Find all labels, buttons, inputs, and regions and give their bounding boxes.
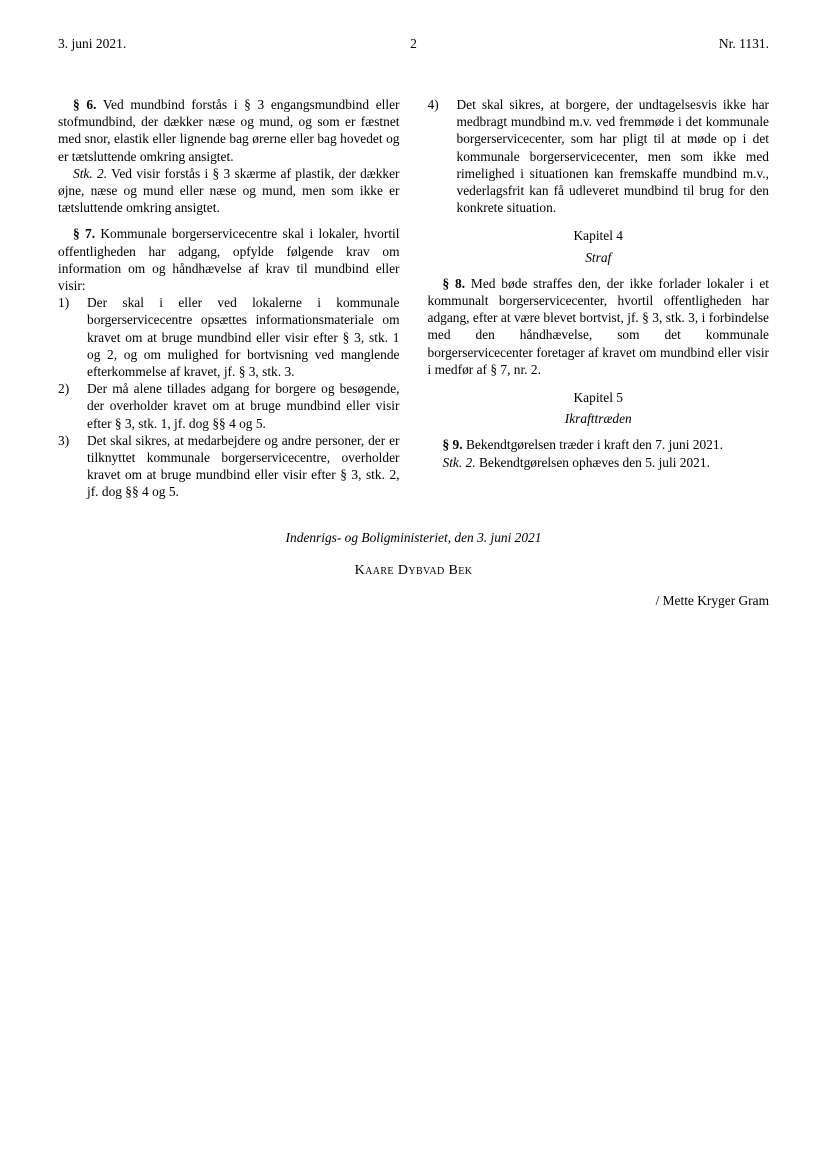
list-item-1-number: 1) bbox=[58, 295, 70, 311]
ministry-signature-line: Indenrigs- og Boligministeriet, den 3. juni 2021 bbox=[285, 529, 542, 545]
section-9-text: Bekendtgørelsen træder i kraft den 7. juni 2021. bbox=[465, 437, 723, 453]
chapter-5-title: Ikrafttræden bbox=[564, 411, 632, 427]
header-document-number: Nr. 1131. bbox=[718, 36, 769, 51]
section-8-label: § 8. bbox=[442, 275, 466, 291]
section-8-text: Med bøde straffes den, der ikke forlader lokaler i et kommunalt borgerservicecenter, hvortil offentligheden har adgang, efter at være blevet bortvist, jf. § 3, stk. 3, i forbindelse med den håndhævelse, som det kommunale borgerservicecenter foretager af kravet om mundbind eller visir i medfør af § 7, nr. 2. bbox=[427, 275, 769, 377]
list-item-3 bbox=[58, 432, 400, 501]
section-6-text: Ved mundbind forstås i § 3 engangsmundbind eller stofmundbind, der dækker næse og mund, og som er fæstnet med snor, elastik eller lignende bag ørerne eller bag hovedet og er tætsluttende omkring ansigtet. bbox=[58, 97, 400, 164]
header-date: 3. juni 2021. bbox=[58, 36, 127, 51]
section-7-paragraph bbox=[58, 225, 400, 294]
list-item-4-number: 4) bbox=[427, 97, 439, 112]
list-item-2-text: Der må alene tillades adgang for borgere og besøgende, der overholder kravet om at bruge mundbind eller visir efter § 3, stk. 1, jf. dog §§ 4 og 5. bbox=[87, 381, 400, 431]
section-9-stk2-paragraph bbox=[428, 454, 770, 471]
section-6-stk2-paragraph bbox=[58, 165, 400, 217]
section-6-stk2-text: Ved visir forstås i § 3 skærme af plastik, der dækker øjne, næse og mund eller næse og mund, men som ikke er tætsluttende omkring ansigtet. bbox=[58, 165, 400, 216]
chapter-4-heading: Kapitel 4 bbox=[573, 228, 623, 244]
section-8-paragraph bbox=[428, 275, 770, 378]
section-6-label: § 6. bbox=[73, 97, 97, 112]
section-9-paragraph bbox=[428, 436, 770, 453]
chapter-5-heading: Kapitel 5 bbox=[573, 390, 623, 406]
minister-name: Kaare Dybvad Bek bbox=[354, 562, 473, 578]
list-item-1-text: Der skal i eller ved lokalerne i kommunale borgerservicecentre opsættes informationsmateriale om kravet om at bruge mundbind eller visir efter § 3, stk. 1 og 2, og om mulighed for bortvisning ved manglende efterkommelse af kravet, jf. § 3, stk. 3. bbox=[87, 295, 400, 380]
chapter-4-title: Straf bbox=[585, 249, 612, 265]
list-item-2 bbox=[58, 380, 400, 432]
list-item-4-text: Det skal sikres, at borgere, der undtagelsesvis ikke har medbragt mundbind m.v. ved fremmøde i det kommunale borgerservicecenter, som har pligt til at møde op i det kommunale borgerservicecenter, men som ikke med rimelighed i situationen kan fremskaffe mundbind m.v., vederlagsfrit kan få udleveret mundbind til brug for den konkrete situation. bbox=[456, 97, 769, 216]
right-column bbox=[428, 96, 770, 501]
left-column bbox=[58, 96, 400, 501]
section-6-stk2-label: Stk. 2. bbox=[73, 165, 108, 181]
header-page-number: 2 bbox=[410, 36, 417, 51]
list-item-3-text: Det skal sikres, at medarbejdere og andre personer, der er tilknyttet kommunale borgerservicecentre, overholder kravet om at bruge mundbind eller visir efter § 3, stk. 2, jf. dog §§ 4 og 5. bbox=[87, 432, 400, 500]
list-item-3-number: 3) bbox=[58, 432, 70, 448]
text-columns bbox=[58, 96, 769, 501]
list-item-1 bbox=[58, 294, 400, 380]
page-header bbox=[58, 36, 769, 52]
section-6-paragraph bbox=[58, 96, 400, 165]
section-9-stk2-label: Stk. 2. bbox=[442, 454, 476, 470]
section-9-label: § 9. bbox=[442, 437, 463, 453]
section-7-label: § 7. bbox=[73, 226, 96, 242]
countersignature: / Mette Kryger Gram bbox=[655, 592, 769, 608]
list-item-2-number: 2) bbox=[58, 381, 70, 397]
section-7-text: Kommunale borgerservicecentre skal i lokaler, hvortil offentligheden har adgang, opfylde følgende krav om information om og håndhævelse af krav til mundbind eller visir: bbox=[58, 226, 400, 294]
list-item-4 bbox=[428, 96, 770, 216]
section-9-stk2-text: Bekendtgørelsen ophæves den 5. juli 2021. bbox=[478, 454, 710, 470]
